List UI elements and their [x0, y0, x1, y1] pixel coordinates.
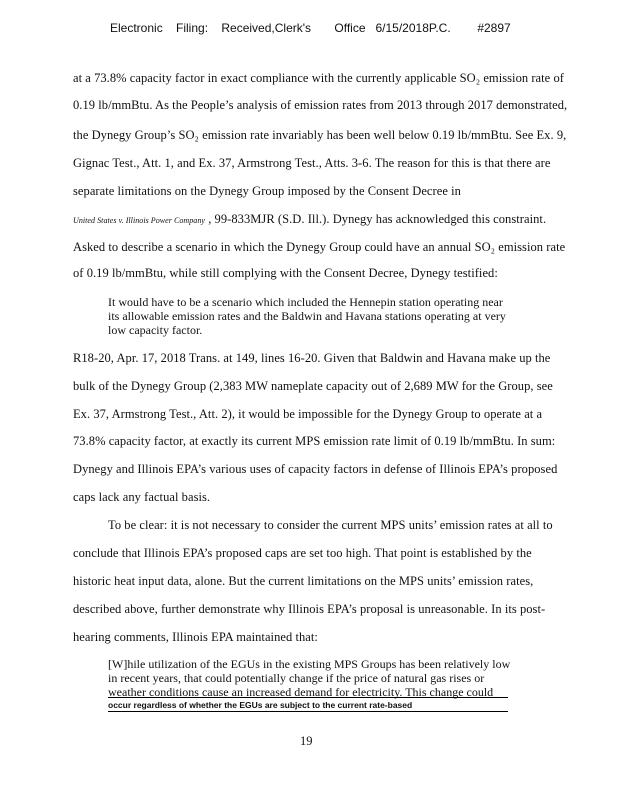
body-line-text: separate limitations on the Dynegy Group imposed by the Consent Decree in	[73, 184, 461, 198]
body-line: Dynegy and Illinois EPA’s various uses of capacity factors in defense of Illinois EPA’s proposed	[73, 462, 558, 476]
block-quote-line: weather conditions cause an increased demand for electricity. This change could	[108, 685, 494, 699]
body-line: conclude that Illinois EPA’s proposed caps are set too high. That point is established by the	[73, 546, 532, 560]
body-line: Asked to describe a scenario in which the Dynegy Group could have an annual SO₂ emission rate	[73, 240, 566, 254]
case-name: United States v. Illinois Power Company	[73, 216, 206, 225]
body-line: Gignac Test., Att. 1, and Ex. 37, Armstrong Test., Atts. 3-6. The reason for this is that there are	[73, 156, 551, 170]
block-quote-line: its allowable emission rates and the Baldwin and Havana stations operating at very	[108, 309, 506, 323]
body-line: To be clear: it is not necessary to consider the current MPS units’ emission rates at all to	[108, 518, 553, 532]
block-quote-line: occur regardless of whether the EGUs are subject to the current rate-based	[108, 700, 413, 710]
block-quote-line: in recent years, that could potentially change if the price of natural gas rises or	[108, 671, 485, 685]
body-line: caps lack any factual basis.	[73, 490, 211, 504]
body-line: the Dynegy Group’s SO₂ emission rate invariably has been well below 0.19 lb/mmBtu. See Ex. 9,	[73, 128, 567, 142]
block-quote-line: [W]hile utilization of the EGUs in the existing MPS Groups has been relatively low	[108, 657, 511, 671]
body-line: at a 73.8% capacity factor in exact compliance with the currently applicable SO₂ emission rate of	[73, 71, 564, 85]
body-line: hearing comments, Illinois EPA maintained that:	[73, 630, 318, 644]
body-line: historic heat input data, alone. But the current limitations on the MPS units’ emission rates,	[73, 574, 534, 588]
body-line: R18-20, Apr. 17, 2018 Trans. at 149, lines 16-20. Given that Baldwin and Havana make up the	[73, 351, 551, 365]
body-line	[73, 184, 461, 199]
block-quote-line: low capacity factor.	[108, 323, 203, 337]
page-number: 19	[300, 734, 313, 748]
body-line-text: , 99-833MJR (S.D. Ill.). Dynegy has acknowledged this constraint.	[208, 212, 547, 226]
body-line	[73, 212, 546, 227]
text-rule	[108, 711, 508, 712]
body-line: described above, further demonstrate why Illinois EPA’s proposal is unreasonable. In its post-	[73, 602, 546, 616]
body-line: Ex. 37, Armstrong Test., Att. 2), it would be impossible for the Dynegy Group to operate at a	[73, 407, 543, 421]
body-line: 73.8% capacity factor, at exactly its current MPS emission rate limit of 0.19 lb/mmBtu. In sum:	[73, 434, 556, 448]
block-quote-line: It would have to be a scenario which included the Hennepin station operating near	[108, 295, 503, 309]
text-rule	[108, 697, 508, 698]
body-line: bulk of the Dynegy Group (2,383 MW nameplate capacity out of 2,689 MW for the Group, see	[73, 379, 553, 393]
body-line: 0.19 lb/mmBtu. As the People’s analysis of emission rates from 2013 through 2017 demonstrated,	[73, 98, 568, 112]
filing-header: Electronic Filing: Received,Clerk's Office 6/15/2018P.C. #2897	[110, 21, 511, 35]
body-line: of 0.19 lb/mmBtu, while still complying with the Consent Decree, Dynegy testified:	[73, 266, 498, 280]
